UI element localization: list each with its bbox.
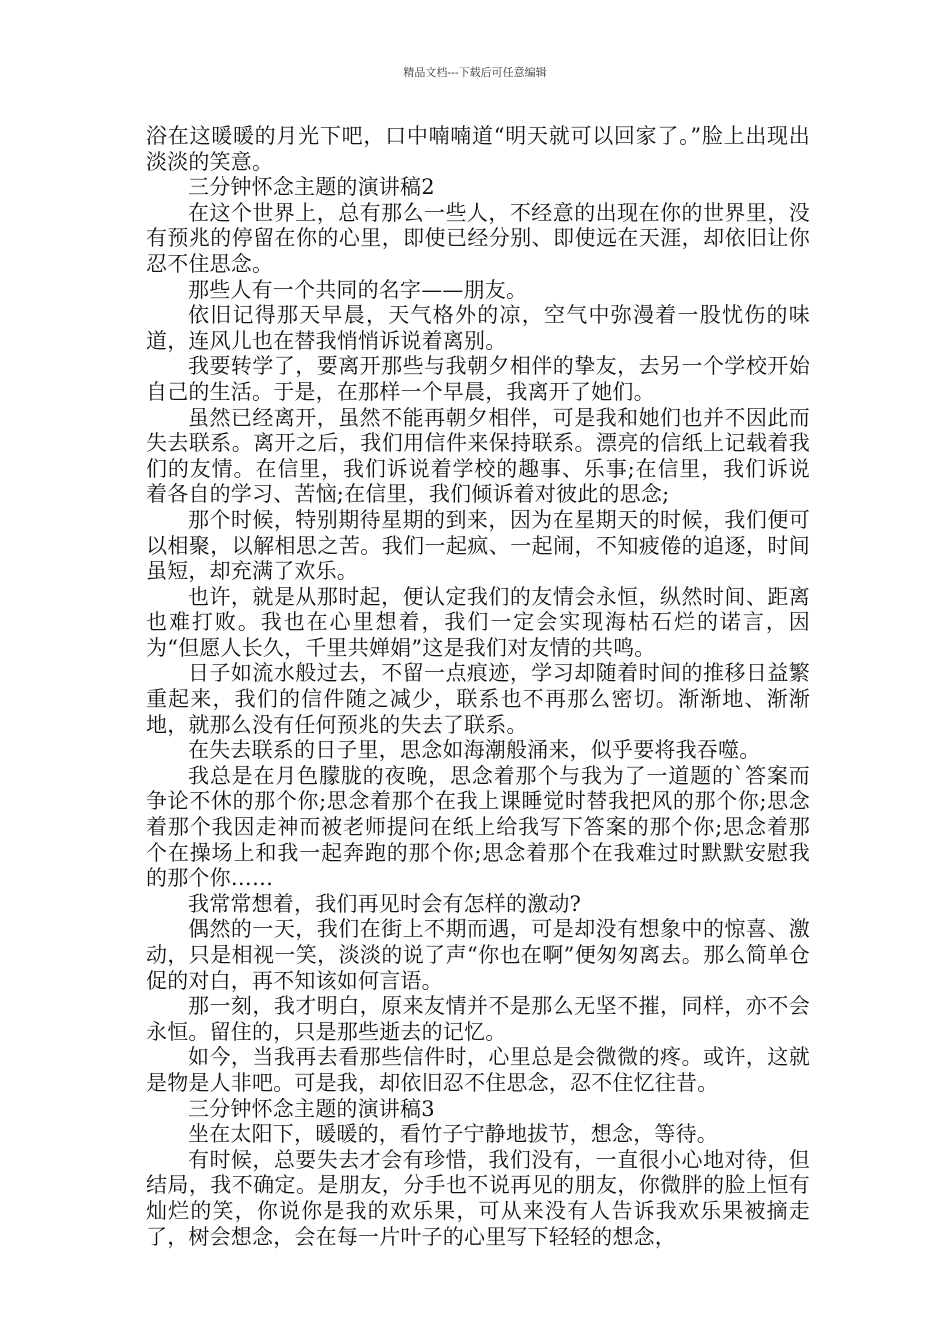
section-heading: 三分钟怀念主题的演讲稿3 bbox=[188, 1096, 435, 1121]
paragraph: 有时候，总要失去才会有珍惜，我们没有，一直很小心地对待，但结局，我不确定。是朋友，分手也不说再见的朋友，你微胖的脸上恒有灿烂的笑，你说你是我的欢乐果，可从来没有人告诉我欢乐果被摘走了，树会想念，会在每一片叶子的心里写下轻轻的想念， bbox=[146, 1147, 810, 1249]
paragraph: 浴在这暖暖的月光下吧，口中喃喃道“明天就可以回家了。”脸上出现出淡淡的笑意。 bbox=[146, 124, 810, 174]
paragraph: 我要转学了，要离开那些与我朝夕相伴的挚友，去另一个学校开始自己的生活。于是，在那样一个早晨，我离开了她们。 bbox=[146, 354, 810, 404]
document-body bbox=[146, 124, 810, 1250]
section-heading: 三分钟怀念主题的演讲稿2 bbox=[188, 175, 435, 200]
paragraph: 那个时候，特别期待星期的到来，因为在星期天的时候，我们便可以相聚，以解相思之苦。我们一起疯、一起闹，不知疲倦的追逐，时间虽短，却充满了欢乐。 bbox=[146, 507, 810, 584]
paragraph: 那一刻，我才明白，原来友情并不是那么无坚不摧，同样，亦不会永恒。留住的，只是那些逝去的记忆。 bbox=[146, 994, 810, 1044]
page-header: 精品文档---下载后可任意编辑 bbox=[403, 66, 547, 79]
paragraph: 也许，就是从那时起，便认定我们的友情会永恒，纵然时间、距离也难打败。我也在心里想着，我们一定会实现海枯石烂的诺言，因为“但愿人长久，千里共婵娟”这是我们对友情的共鸣。 bbox=[146, 584, 810, 660]
paragraph: 坐在太阳下，暖暖的，看竹子宁静地拔节，想念，等待。 bbox=[188, 1122, 718, 1147]
paragraph: 依旧记得那天早晨，天气格外的凉，空气中弥漫着一股忧伤的味道，连风儿也在替我悄悄诉说着离别。 bbox=[146, 303, 810, 353]
paragraph: 那些人有一个共同的名字——朋友。 bbox=[188, 277, 528, 302]
paragraph: 在这个世界上，总有那么一些人，不经意的出现在你的世界里，没有预兆的停留在你的心里，即使已经分别、即使远在天涯，却依旧让你忍不住思念。 bbox=[146, 200, 810, 276]
paragraph: 日子如流水般过去，不留一点痕迹，学习却随着时间的推移日益繁重起来，我们的信件随之减少，联系也不再那么密切。渐渐地、渐渐地，就那么没有任何预兆的失去了联系。 bbox=[146, 661, 810, 737]
paragraph: 在失去联系的日子里，思念如海潮般涌来，似乎要将我吞噬。 bbox=[188, 738, 761, 763]
paragraph: 如今，当我再去看那些信件时，心里总是会微微的疼。或许，这就是物是人非吧。可是我，却依旧忍不住思念，忍不住忆往昔。 bbox=[146, 1045, 810, 1095]
paragraph: 我常常想着，我们再见时会有怎样的激动? bbox=[188, 891, 582, 916]
paragraph: 偶然的一天，我们在街上不期而遇，可是却没有想象中的惊喜、激动，只是相视一笑，淡淡的说了声“你也在啊”便匆匆离去。那么简单仓促的对白，再不知该如何言语。 bbox=[146, 917, 810, 993]
paragraph: 我总是在月色朦胧的夜晚，思念着那个与我为了一道题的`答案而争论不休的那个你;思念着那个在我上课睡觉时替我把风的那个你;思念着那个我因走神而被老师提问在纸上给我写下答案的那个你;思念着那个在操场上和我一起奔跑的那个你;思念着那个在我难过时默默安慰我的那个你…… bbox=[146, 763, 810, 891]
paragraph: 虽然已经离开，虽然不能再朝夕相伴，可是我和她们也并不因此而失去联系。离开之后，我们用信件来保持联系。漂亮的信纸上记载着我们的友情。在信里，我们诉说着学校的趣事、乐事;在信里，我们诉说着各自的学习、苦恼;在信里，我们倾诉着对彼此的思念; bbox=[146, 405, 810, 507]
